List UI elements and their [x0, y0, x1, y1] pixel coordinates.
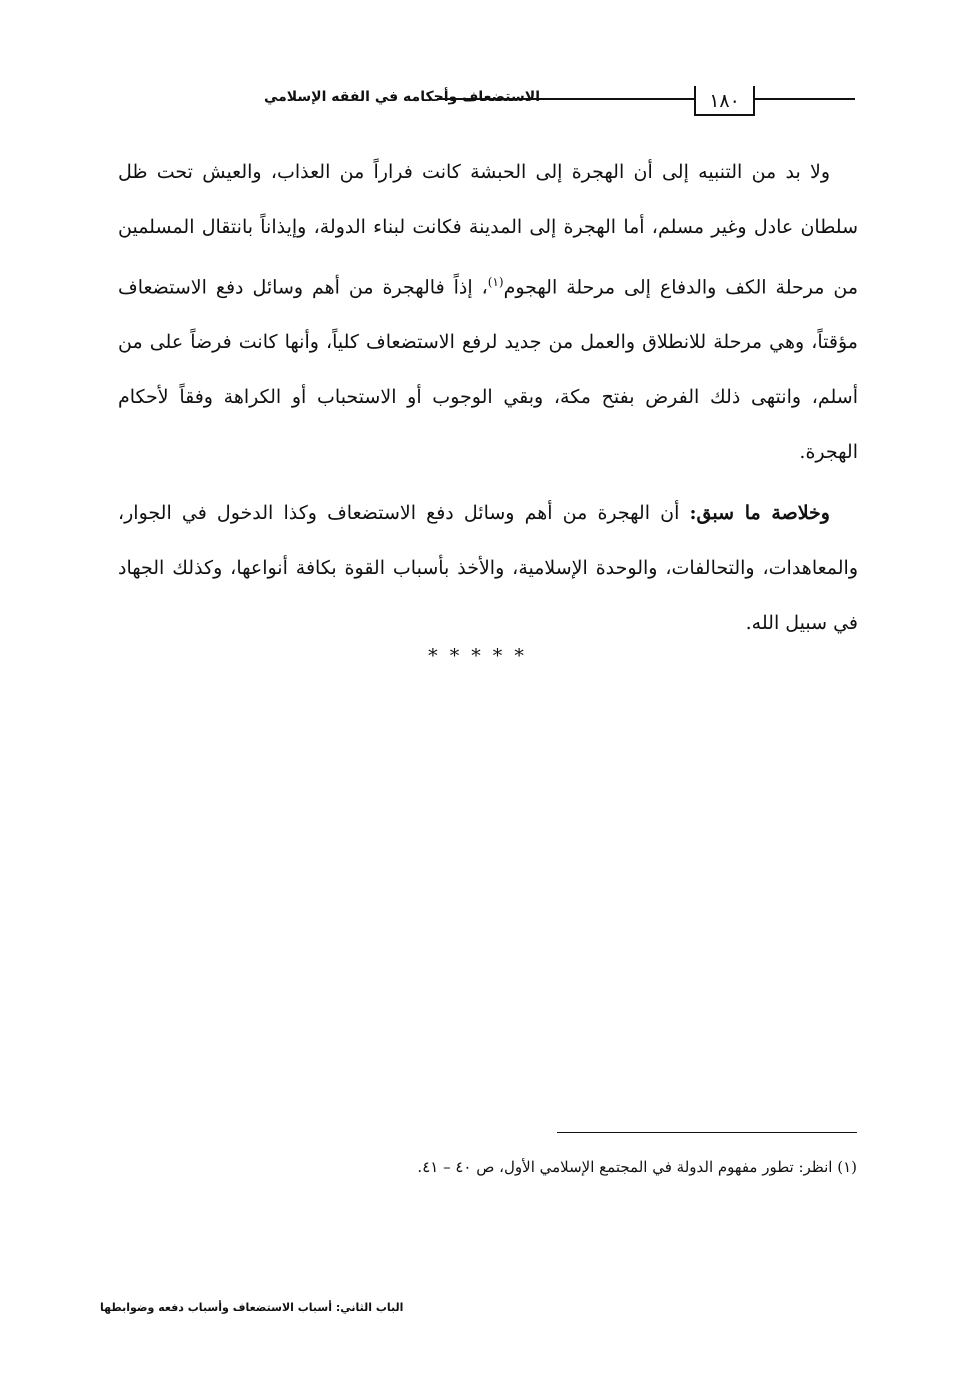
- summary-lead: وخلاصة ما سبق:: [689, 502, 830, 525]
- page-footer: الباب الثاني: أسباب الاستضعاف وأسباب دفعه وضوابطها: [100, 1301, 404, 1314]
- paragraph-1-continuation: ، إذاً فالهجرة من أهم وسائل دفع الاستضعاف مؤقتاً، وهي مرحلة للانطلاق والعمل من جديد لرفع الاستضعاف كلياً، وأنها كانت فرضاً على من أسلم، وانتهى ذلك الفرض بفتح مكة، وبقي الوجوب أو الاستحباب أو الكراهة وفقاً لأحكام الهجرة.: [118, 276, 858, 464]
- running-title: الاستضعاف وأحكامه في الفقه الإسلامي: [263, 89, 540, 105]
- page-number: ١٨٠: [694, 86, 755, 116]
- section-separator: * * * * *: [428, 645, 527, 667]
- paragraph-1: [118, 145, 858, 480]
- paragraph-2: [118, 486, 858, 651]
- footnote: (١) انظر: تطور مفهوم الدولة في المجتمع الإسلامي الأول، ص ٤٠ – ٤١.: [417, 1158, 857, 1176]
- header-rule-left: [437, 98, 694, 100]
- header-rule-right: [755, 98, 855, 100]
- main-text: [118, 145, 858, 651]
- paragraph-2-text: أن الهجرة من أهم وسائل دفع الاستضعاف وكذا الدخول في الجوار، والمعاهدات، والتحالفات، والوحدة الإسلامية، والأخذ بأسباب القوة بكافة أنواعها، وكذلك الجهاد في سبيل الله.: [118, 502, 858, 635]
- paragraph-1-text: ولا بد من التنبيه إلى أن الهجرة إلى الحبشة كانت فراراً من العذاب، والعيش تحت ظل سلطان عادل وغير مسلم، أما الهجرة إلى المدينة فكانت لبناء الدولة، وإيذاناً بانتقال المسلمين من مرحلة الكف والدفاع إلى مرحلة الهجوم: [118, 161, 858, 299]
- footnote-reference: (١): [487, 275, 504, 289]
- page-header: [110, 82, 855, 118]
- footnote-rule: [557, 1132, 857, 1133]
